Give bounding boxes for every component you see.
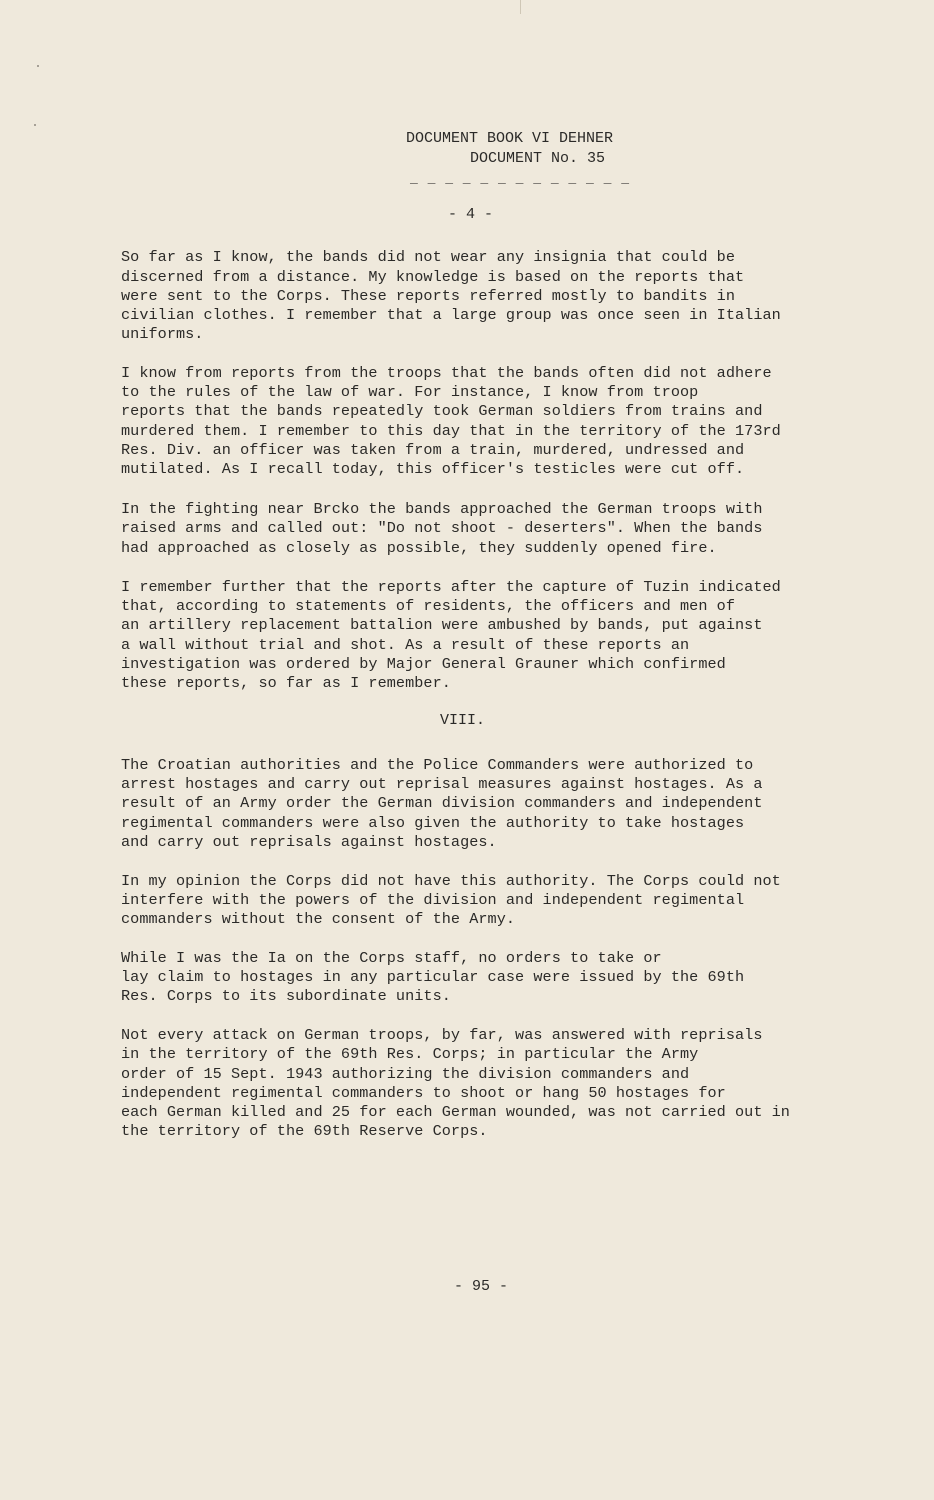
section-paragraph-line: Res. Corps to its subordinate units. [121, 987, 451, 1005]
section-heading: VIII. [440, 712, 486, 729]
section-paragraph-line: and carry out reprisals against hostages. [121, 833, 497, 851]
section-paragraph-line: independent regimental commanders to shoot or hang 50 hostages for [121, 1084, 726, 1102]
footer-page-number: - 95 - [454, 1278, 509, 1295]
section-paragraph-line: commanders without the consent of the Army. [121, 910, 516, 928]
section-paragraph-line: While I was the Ia on the Corps staff, no orders to take or [121, 949, 662, 967]
paragraph-line: to the rules of the law of war. For instance, I know from troop [121, 383, 699, 401]
paragraph-line: investigation was ordered by Major General Grauner which confirmed [121, 655, 726, 673]
paragraph-line: Res. Div. an officer was taken from a train, murdered, undressed and [121, 441, 745, 459]
paragraph-line: these reports, so far as I remember. [121, 674, 451, 692]
paragraph-line: civilian clothes. I remember that a large group was once seen in Italian [121, 306, 781, 324]
section-paragraph-line: the territory of the 69th Reserve Corps. [121, 1122, 488, 1140]
section-paragraph-line: In my opinion the Corps did not have this authority. The Corps could not [121, 872, 781, 890]
section-paragraph-line: regimental commanders were also given the authority to take hostages [121, 814, 745, 832]
paragraph-line: In the fighting near Brcko the bands approached the German troops with [121, 500, 763, 518]
paragraph-line: uniforms. [121, 325, 204, 343]
paragraph-line: I know from reports from the troops that the bands often did not adhere [121, 364, 772, 382]
document-number: DOCUMENT No. 35 [470, 150, 606, 167]
page-marker: - 4 - [448, 206, 494, 223]
paragraph-line: discerned from a distance. My knowledge is based on the reports that [121, 268, 745, 286]
section-paragraph-line: result of an Army order the German division commanders and independent [121, 794, 763, 812]
section-paragraph-line: order of 15 Sept. 1943 authorizing the division commanders and [121, 1065, 690, 1083]
paper-speck [37, 65, 39, 67]
section-paragraph-line: in the territory of the 69th Res. Corps; in particular the Army [121, 1045, 699, 1063]
section-paragraph-line: Not every attack on German troops, by far, was answered with reprisals [121, 1026, 763, 1044]
section-paragraph-line: interfere with the powers of the division and independent regimental [121, 891, 745, 909]
paragraph-line: murdered them. I remember to this day that in the territory of the 173rd [121, 422, 781, 440]
document-book-title: DOCUMENT BOOK VI DEHNER [406, 130, 614, 147]
section-paragraph-line: lay claim to hostages in any particular case were issued by the 69th [121, 968, 745, 986]
paragraph-line: raised arms and called out: "Do not shoot - deserters". When the bands [121, 519, 763, 537]
paragraph-line: So far as I know, the bands did not wear any insignia that could be [121, 248, 735, 266]
section-paragraph-line: The Croatian authorities and the Police Commanders were authorized to [121, 756, 754, 774]
section-paragraph-line: arrest hostages and carry out reprisal measures against hostages. As a [121, 775, 763, 793]
paragraph-line: an artillery replacement battalion were ambushed by bands, put against [121, 616, 763, 634]
paper-mark [520, 0, 521, 14]
section-paragraph-line: each German killed and 25 for each German wounded, was not carried out in [121, 1103, 790, 1121]
paragraph-line: mutilated. As I recall today, this officer's testicles were cut off. [121, 460, 745, 478]
paragraph-line: were sent to the Corps. These reports referred mostly to bandits in [121, 287, 735, 305]
paragraph-line: had approached as closely as possible, they suddenly opened fire. [121, 539, 717, 557]
header-rule: _ _ _ _ _ _ _ _ _ _ _ _ _ [410, 171, 631, 186]
paragraph-line: reports that the bands repeatedly took German soldiers from trains and [121, 402, 763, 420]
paragraph-line: I remember further that the reports after the capture of Tuzin indicated [121, 578, 781, 596]
paragraph-line: that, according to statements of residents, the officers and men of [121, 597, 735, 615]
paper-speck [34, 124, 36, 126]
paragraph-line: a wall without trial and shot. As a result of these reports an [121, 636, 690, 654]
